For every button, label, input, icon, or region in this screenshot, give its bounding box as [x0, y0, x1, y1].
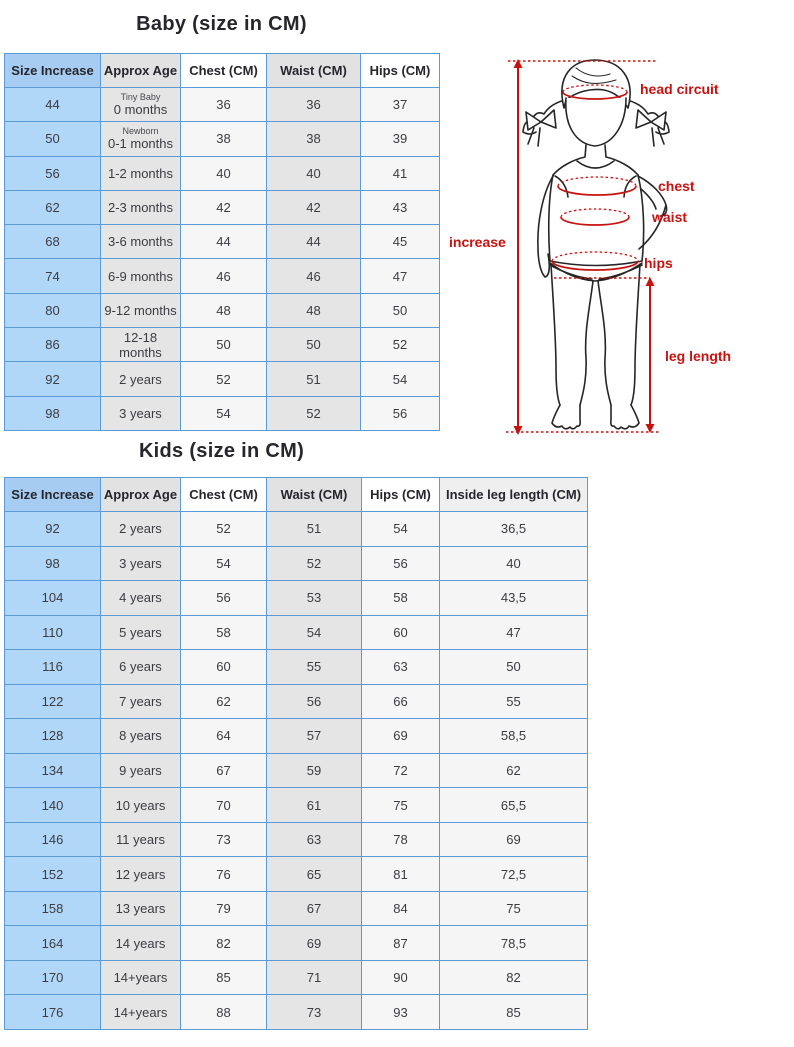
column-header: Inside leg length (CM): [440, 478, 588, 512]
size-cell: 110: [5, 615, 101, 650]
chest-cell: 52: [181, 512, 267, 547]
hips-cell: 84: [362, 891, 440, 926]
chest-cell: 73: [181, 822, 267, 857]
size-cell: 68: [5, 225, 101, 259]
age-cell: 1-2 months: [101, 156, 181, 190]
hips-label: hips: [644, 255, 673, 271]
table-row: [5, 362, 440, 396]
hips-cell: 37: [361, 88, 440, 122]
age-small-text: Tiny Baby: [120, 92, 161, 103]
head-circuit-label: head circuit: [640, 81, 719, 97]
hips-cell: 78: [362, 822, 440, 857]
waist-label: waist: [652, 209, 688, 225]
waist-cell: 46: [267, 259, 361, 293]
inside-leg-cell: 78,5: [440, 926, 588, 961]
hips-cell: 43: [361, 190, 440, 224]
column-header: Waist (CM): [267, 478, 362, 512]
inside-leg-cell: 50: [440, 650, 588, 685]
hips-cell: 56: [362, 546, 440, 581]
inside-leg-cell: 65,5: [440, 788, 588, 823]
column-header: Waist (CM): [267, 54, 361, 88]
size-cell: 74: [5, 259, 101, 293]
hips-cell: 81: [362, 857, 440, 892]
size-cell: 116: [5, 650, 101, 685]
age-cell: 5 years: [101, 615, 181, 650]
hips-cell: 66: [362, 684, 440, 719]
size-cell: 128: [5, 719, 101, 754]
chest-cell: 38: [181, 122, 267, 156]
age-cell: 13 years: [101, 891, 181, 926]
waist-cell: 36: [267, 88, 361, 122]
size-cell: 98: [5, 396, 101, 430]
age-cell: 14 years: [101, 926, 181, 961]
chest-cell: 60: [181, 650, 267, 685]
hips-cell: 50: [361, 293, 440, 327]
table-row: [5, 156, 440, 190]
table-row: [5, 581, 588, 616]
age-cell: 6-9 months: [101, 259, 181, 293]
chest-cell: 54: [181, 546, 267, 581]
hips-cell: 54: [362, 512, 440, 547]
table-row: [5, 719, 588, 754]
neckline: [577, 161, 614, 168]
hips-cell: 72: [362, 753, 440, 788]
chest-cell: 64: [181, 719, 267, 754]
size-cell: 170: [5, 960, 101, 995]
kids-size-table: [4, 477, 588, 1030]
hips-cell: 54: [361, 362, 440, 396]
neck: [553, 145, 638, 175]
age-cell: 2 years: [101, 362, 181, 396]
hips-cell: 47: [361, 259, 440, 293]
inside-leg-cell: 85: [440, 995, 588, 1030]
chest-cell: 67: [181, 753, 267, 788]
waist-cell: 51: [267, 512, 362, 547]
age-cell: [101, 122, 181, 156]
waist-cell: 69: [267, 926, 362, 961]
hips-cell: 41: [361, 156, 440, 190]
left-bow: [526, 110, 556, 146]
inside-leg-cell: 43,5: [440, 581, 588, 616]
left-foot: [552, 405, 580, 429]
table-row: [5, 788, 588, 823]
age-cell: 3-6 months: [101, 225, 181, 259]
age-main-text: 0-1 months: [107, 136, 174, 152]
age-cell: 3 years: [101, 396, 181, 430]
table-row: [5, 650, 588, 685]
baby-section-title: Baby (size in CM): [136, 13, 307, 35]
column-header: Approx Age: [101, 478, 181, 512]
waist-cell: 67: [267, 891, 362, 926]
waist-cell: 57: [267, 719, 362, 754]
right-foot: [611, 405, 639, 429]
inside-leg-cell: 69: [440, 822, 588, 857]
age-cell: 14+years: [101, 960, 181, 995]
column-header: Chest (CM): [181, 54, 267, 88]
table-row: [5, 328, 440, 362]
right-bow: [636, 110, 666, 146]
header-row: [5, 54, 440, 88]
waist-cell: 51: [267, 362, 361, 396]
column-header: Approx Age: [101, 54, 181, 88]
age-cell: 2-3 months: [101, 190, 181, 224]
waist-cell: 48: [267, 293, 361, 327]
age-cell: [101, 88, 181, 122]
waist-cell: 52: [267, 396, 361, 430]
hips-cell: 63: [362, 650, 440, 685]
waist-cell: 50: [267, 328, 361, 362]
table-row: [5, 822, 588, 857]
chest-cell: 48: [181, 293, 267, 327]
age-cell: 12 years: [101, 857, 181, 892]
chest-cell: 58: [181, 615, 267, 650]
hips-cell: 56: [361, 396, 440, 430]
chest-cell: 46: [181, 259, 267, 293]
table-row: [5, 891, 588, 926]
table-row: [5, 960, 588, 995]
age-cell: 12-18 months: [101, 328, 181, 362]
chest-cell: 79: [181, 891, 267, 926]
table-row: [5, 88, 440, 122]
waist-cell: 52: [267, 546, 362, 581]
chest-cell: 76: [181, 857, 267, 892]
waist-cell: 56: [267, 684, 362, 719]
hips-cell: 60: [362, 615, 440, 650]
hips-cell: 90: [362, 960, 440, 995]
size-cell: 122: [5, 684, 101, 719]
header-row: [5, 478, 588, 512]
chest-cell: 52: [181, 362, 267, 396]
inside-leg-cell: 47: [440, 615, 588, 650]
table-row: [5, 225, 440, 259]
column-header: Hips (CM): [362, 478, 440, 512]
table-row: [5, 753, 588, 788]
column-header: Hips (CM): [361, 54, 440, 88]
kids-section-title: Kids (size in CM): [138, 440, 305, 462]
right-leg: [598, 264, 640, 405]
table-row: [5, 926, 588, 961]
column-header: Chest (CM): [181, 478, 267, 512]
size-cell: 104: [5, 581, 101, 616]
age-cell: 9-12 months: [101, 293, 181, 327]
hips-cell: 69: [362, 719, 440, 754]
chest-cell: 44: [181, 225, 267, 259]
size-cell: 44: [5, 88, 101, 122]
age-main-text: 0 months: [113, 102, 168, 118]
table-row: [5, 684, 588, 719]
size-cell: 146: [5, 822, 101, 857]
hips-cell: 58: [362, 581, 440, 616]
table-row: [5, 190, 440, 224]
inside-leg-cell: 82: [440, 960, 588, 995]
hips-cell: 52: [361, 328, 440, 362]
age-cell: 9 years: [101, 753, 181, 788]
size-cell: 86: [5, 328, 101, 362]
inside-leg-cell: 36,5: [440, 512, 588, 547]
table-row: [5, 396, 440, 430]
age-cell: 2 years: [101, 512, 181, 547]
inside-leg-cell: 72,5: [440, 857, 588, 892]
table-row: [5, 615, 588, 650]
size-cell: 50: [5, 122, 101, 156]
size-cell: 92: [5, 512, 101, 547]
left-leg: [551, 264, 593, 405]
size-cell: 92: [5, 362, 101, 396]
age-cell: 10 years: [101, 788, 181, 823]
baby-size-table: [4, 53, 440, 431]
girl-outline-drawing: [523, 60, 669, 429]
inside-leg-cell: 75: [440, 891, 588, 926]
inside-leg-cell: 55: [440, 684, 588, 719]
age-cell: 11 years: [101, 822, 181, 857]
waist-cell: 55: [267, 650, 362, 685]
size-cell: 152: [5, 857, 101, 892]
waist-cell: 38: [267, 122, 361, 156]
table-row: [5, 546, 588, 581]
size-cell: 176: [5, 995, 101, 1030]
size-cell: 134: [5, 753, 101, 788]
size-cell: 158: [5, 891, 101, 926]
column-header: Size Increase: [5, 478, 101, 512]
face: [566, 98, 626, 146]
waist-cell: 65: [267, 857, 362, 892]
size-cell: 62: [5, 190, 101, 224]
chest-cell: 50: [181, 328, 267, 362]
waist-cell: 44: [267, 225, 361, 259]
age-cell: 8 years: [101, 719, 181, 754]
waist-cell: 40: [267, 156, 361, 190]
chest-cell: 54: [181, 396, 267, 430]
table-row: [5, 293, 440, 327]
inside-leg-cell: 40: [440, 546, 588, 581]
chest-label: chest: [658, 178, 695, 194]
size-cell: 164: [5, 926, 101, 961]
chest-cell: 56: [181, 581, 267, 616]
chest-cell: 70: [181, 788, 267, 823]
column-header: Size Increase: [5, 54, 101, 88]
size-cell: 140: [5, 788, 101, 823]
hips-cell: 93: [362, 995, 440, 1030]
waist-cell: 61: [267, 788, 362, 823]
chest-cell: 36: [181, 88, 267, 122]
table-row: [5, 122, 440, 156]
hips-cell: 87: [362, 926, 440, 961]
waist-cell: 42: [267, 190, 361, 224]
chest-cell: 88: [181, 995, 267, 1030]
increase-label: increase: [449, 234, 506, 250]
chest-cell: 82: [181, 926, 267, 961]
age-cell: 3 years: [101, 546, 181, 581]
hips-cell: 39: [361, 122, 440, 156]
chest-cell: 62: [181, 684, 267, 719]
age-small-text: Newborn: [122, 126, 159, 137]
chest-cell: 85: [181, 960, 267, 995]
hips-cell: 45: [361, 225, 440, 259]
size-cell: 80: [5, 293, 101, 327]
waist-ellipse: [561, 217, 629, 225]
leg-length-label: leg length: [665, 348, 732, 364]
armholes: [555, 176, 636, 197]
waist-cell: 54: [267, 615, 362, 650]
waist-cell: 63: [267, 822, 362, 857]
table-row: [5, 995, 588, 1030]
inside-leg-cell: 58,5: [440, 719, 588, 754]
waist-cell: 73: [267, 995, 362, 1030]
age-cell: 6 years: [101, 650, 181, 685]
table-row: [5, 512, 588, 547]
waist-cell: 71: [267, 960, 362, 995]
age-cell: 4 years: [101, 581, 181, 616]
chest-cell: 40: [181, 156, 267, 190]
age-cell: 14+years: [101, 995, 181, 1030]
chest-cell: 42: [181, 190, 267, 224]
waist-cell: 59: [267, 753, 362, 788]
table-row: [5, 259, 440, 293]
age-cell: 7 years: [101, 684, 181, 719]
size-cell: 56: [5, 156, 101, 190]
size-cell: 98: [5, 546, 101, 581]
table-row: [5, 857, 588, 892]
inside-leg-cell: 62: [440, 753, 588, 788]
measurement-diagram: [444, 48, 794, 440]
waist-cell: 53: [267, 581, 362, 616]
hips-cell: 75: [362, 788, 440, 823]
